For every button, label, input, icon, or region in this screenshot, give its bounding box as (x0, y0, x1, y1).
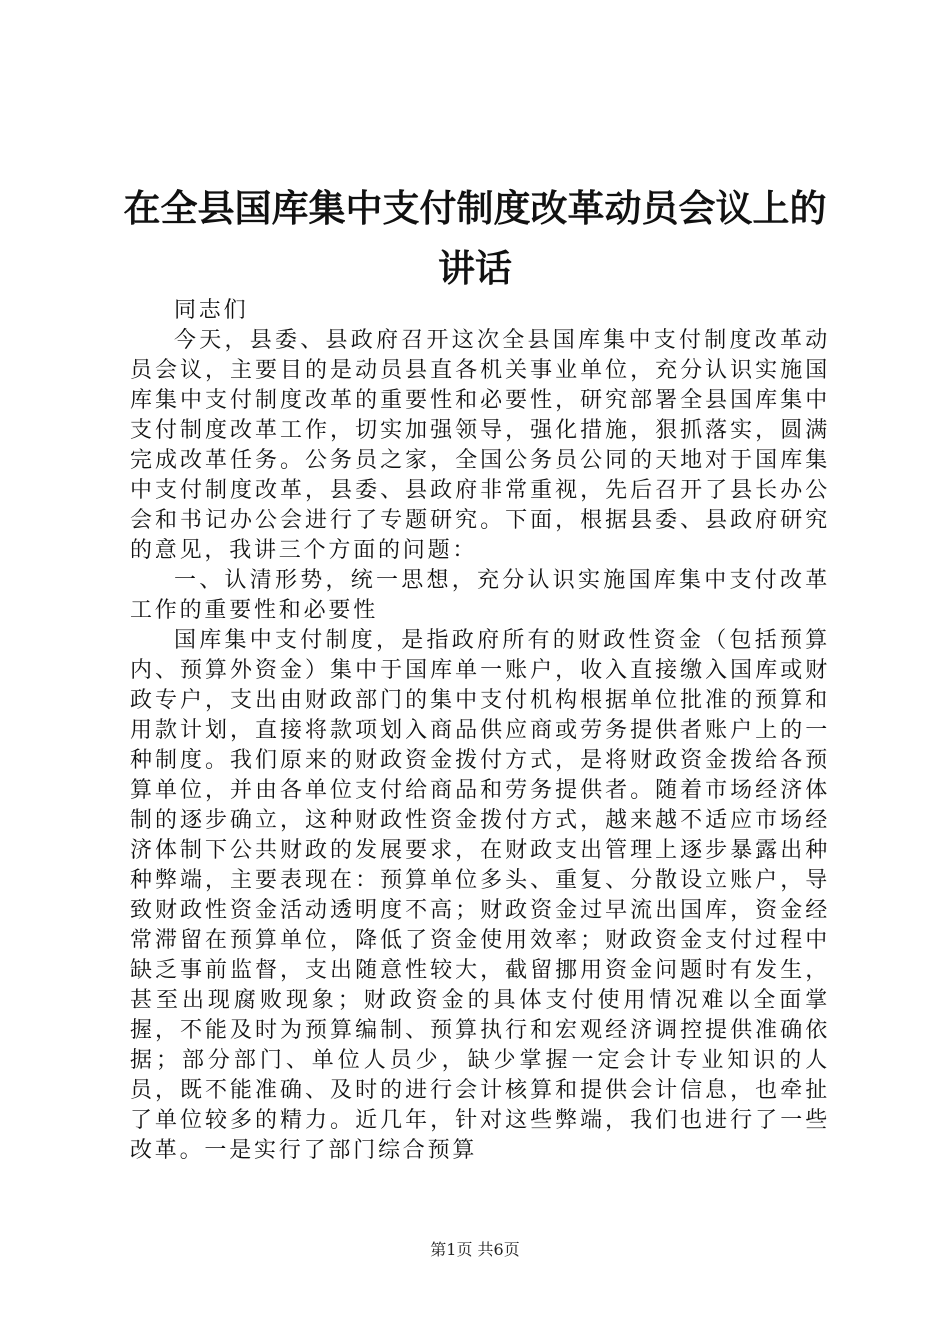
section-heading-paragraph: 一、认清形势，统一思想，充分认识实施国库集中支付改革工作的重要性和必要性 (130, 568, 830, 623)
document-title: 在全县国库集中支付制度改革动员会议上的讲话 (123, 186, 827, 290)
document-body (130, 296, 830, 1166)
salutation-paragraph: 同志们 (174, 298, 249, 323)
page-number-footer: 第1页 共6页 (430, 1240, 520, 1259)
body-paragraph: 今天，县委、县政府召开这次全县国库集中支付制度改革动员会议，主要目的是动员县直各机关事业单位，充分认识实施国库集中支付制度改革的重要性和必要性，研究部署全县国库集中支付制度改革工作，切实加强领导，强化措施，狠抓落实，圆满完成改革任务。公务员之家，全国公务员公同的天地对于国库集中支付制度改革，县委、县政府非常重视，先后召开了县长办公会和书记办公会进行了专题研究。下面，根据县委、县政府研究的意见，我讲三个方面的问题： (130, 328, 830, 563)
body-paragraph: 国库集中支付制度，是指政府所有的财政性资金（包括预算内、预算外资金）集中于国库单一账户，收入直接缴入国库或财政专户，支出由财政部门的集中支付机构根据单位批准的预算和用款计划，直接将款项划入商品供应商或劳务提供者账户上的一种制度。我们原来的财政资金拨付方式，是将财政资金拨给各预算单位，并由各单位支付给商品和劳务提供者。随着市场经济体制的逐步确立，这种财政性资金拨付方式，越来越不适应市场经济体制下公共财政的发展要求，在财政支出管理上逐步暴露出种种弊端，主要表现在：预算单位多头、重复、分散设立账户，导致财政性资金活动透明度不高；财政资金过早流出国库，资金经常滞留在预算单位，降低了资金使用效率；财政资金支付过程中缺乏事前监督，支出随意性较大，截留挪用资金问题时有发生，甚至出现腐败现象；财政资金的具体支付使用情况难以全面掌握，不能及时为预算编制、预算执行和宏观经济调控提供准确依据；部分部门、单位人员少，缺少掌握一定会计专业知识的人员，既不能准确、及时的进行会计核算和提供会计信息，也牵扯了单位较多的精力。近几年，针对这些弊端，我们也进行了一些改革。一是实行了部门综合预算 (130, 628, 830, 1163)
